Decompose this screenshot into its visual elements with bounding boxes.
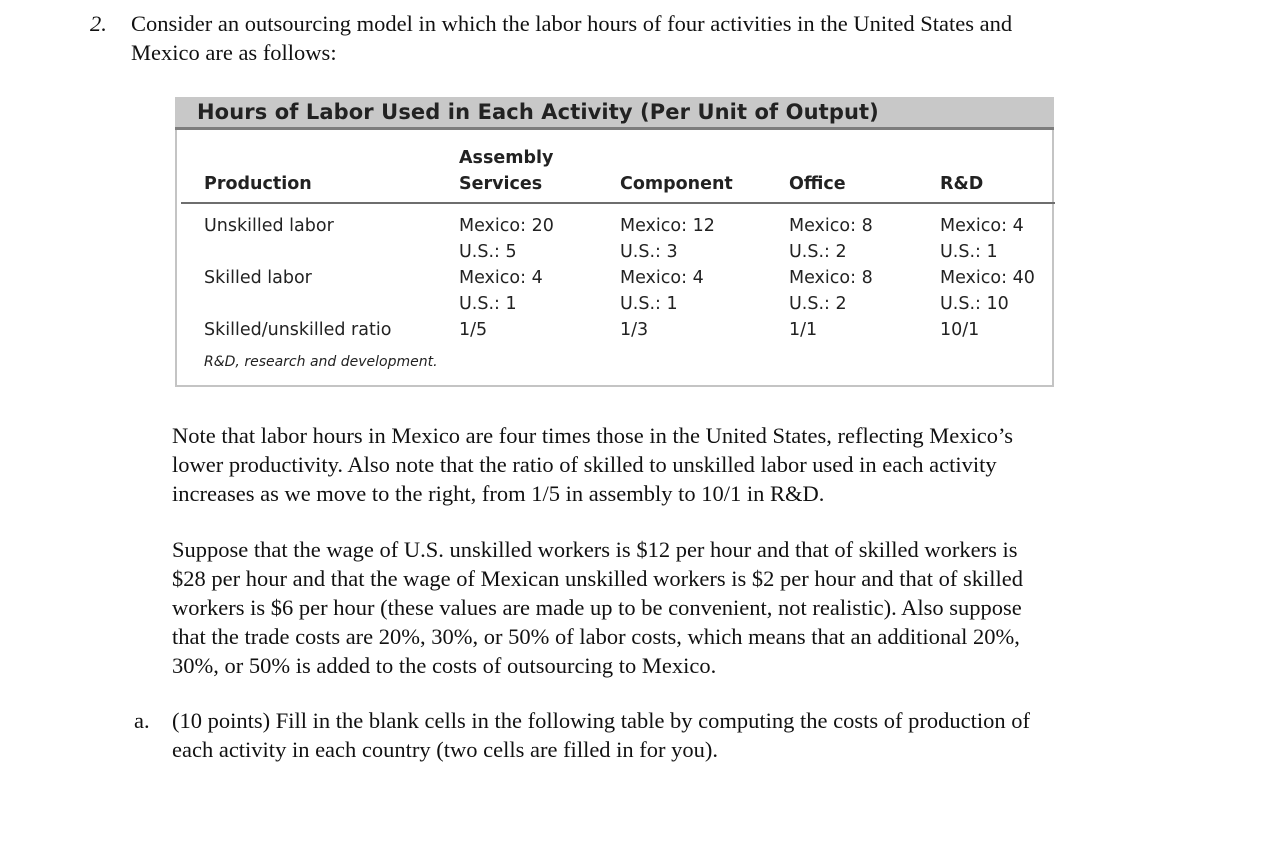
header-production: Production — [204, 174, 312, 194]
cell-unskilled-component-us: U.S.: 3 — [620, 242, 678, 262]
cell-skilled-rd-us: U.S.: 10 — [940, 294, 1009, 314]
labor-hours-table — [175, 97, 1054, 387]
paragraph-line: lower productivity. Also note that the ratio of skilled to unskilled labor used in each activity — [172, 452, 997, 477]
header-services: Services — [459, 174, 543, 194]
table-title: Hours of Labor Used in Each Activity (Per Unit of Output) — [197, 100, 879, 124]
part-a-text — [172, 706, 1232, 764]
cell-unskilled-assembly-mexico: Mexico: 20 — [459, 216, 554, 236]
cell-skilled-component-mexico: Mexico: 4 — [620, 268, 704, 288]
row-label-ratio: Skilled/unskilled ratio — [204, 320, 392, 340]
cell-skilled-rd-mexico: Mexico: 40 — [940, 268, 1035, 288]
table-title-bar — [175, 97, 1054, 130]
cell-skilled-component-us: U.S.: 1 — [620, 294, 678, 314]
cell-unskilled-rd-us: U.S.: 1 — [940, 242, 998, 262]
cell-unskilled-office-us: U.S.: 2 — [789, 242, 847, 262]
paragraph-wage-assumptions — [172, 535, 1232, 680]
cell-skilled-assembly-us: U.S.: 1 — [459, 294, 517, 314]
cell-skilled-office-us: U.S.: 2 — [789, 294, 847, 314]
cell-ratio-assembly: 1/5 — [459, 320, 488, 340]
question-intro-line: Mexico are as follows: — [131, 40, 337, 65]
question-intro — [131, 9, 1231, 67]
paragraph-line: Suppose that the wage of U.S. unskilled workers is $12 per hour and that of skilled workers is — [172, 537, 1018, 562]
header-assembly: Assembly — [459, 148, 554, 168]
part-a-line: (10 points) Fill in the blank cells in the following table by computing the costs of production of — [172, 708, 1030, 733]
table-footnote: R&D, research and development. — [204, 354, 438, 370]
part-a-line: each activity in each country (two cells are filled in for you). — [172, 737, 719, 762]
cell-skilled-assembly-mexico: Mexico: 4 — [459, 268, 543, 288]
row-label-skilled: Skilled labor — [204, 268, 312, 288]
paragraph-line: $28 per hour and that the wage of Mexican unskilled workers is $2 per hour and that of skilled — [172, 566, 1024, 591]
question-number: 2. — [90, 11, 107, 36]
paragraph-line: increases as we move to the right, from 1/5 in assembly to 10/1 in R&D. — [172, 481, 825, 506]
header-component: Component — [620, 174, 733, 194]
cell-unskilled-assembly-us: U.S.: 5 — [459, 242, 517, 262]
cell-unskilled-rd-mexico: Mexico: 4 — [940, 216, 1024, 236]
paragraph-line: Note that labor hours in Mexico are four times those in the United States, reflecting Mexico’s — [172, 423, 1014, 448]
part-a-label: a. — [134, 708, 150, 733]
header-divider — [181, 202, 1055, 204]
question-intro-line: Consider an outsourcing model in which the labor hours of four activities in the United States and — [131, 11, 1013, 36]
cell-ratio-component: 1/3 — [620, 320, 649, 340]
cell-unskilled-office-mexico: Mexico: 8 — [789, 216, 873, 236]
cell-ratio-rd: 10/1 — [940, 320, 980, 340]
cell-skilled-office-mexico: Mexico: 8 — [789, 268, 873, 288]
cell-unskilled-component-mexico: Mexico: 12 — [620, 216, 715, 236]
header-rd: R&D — [940, 174, 984, 194]
header-office: Office — [789, 174, 846, 194]
paragraph-line: that the trade costs are 20%, 30%, or 50% of labor costs, which means that an additional 20%, — [172, 624, 1020, 649]
paragraph-line: workers is $6 per hour (these values are made up to be convenient, not realistic). Also suppose — [172, 595, 1022, 620]
paragraph-line: 30%, or 50% is added to the costs of outsourcing to Mexico. — [172, 653, 717, 678]
paragraph-productivity-note — [172, 421, 1232, 508]
row-label-unskilled: Unskilled labor — [204, 216, 334, 236]
cell-ratio-office: 1/1 — [789, 320, 818, 340]
